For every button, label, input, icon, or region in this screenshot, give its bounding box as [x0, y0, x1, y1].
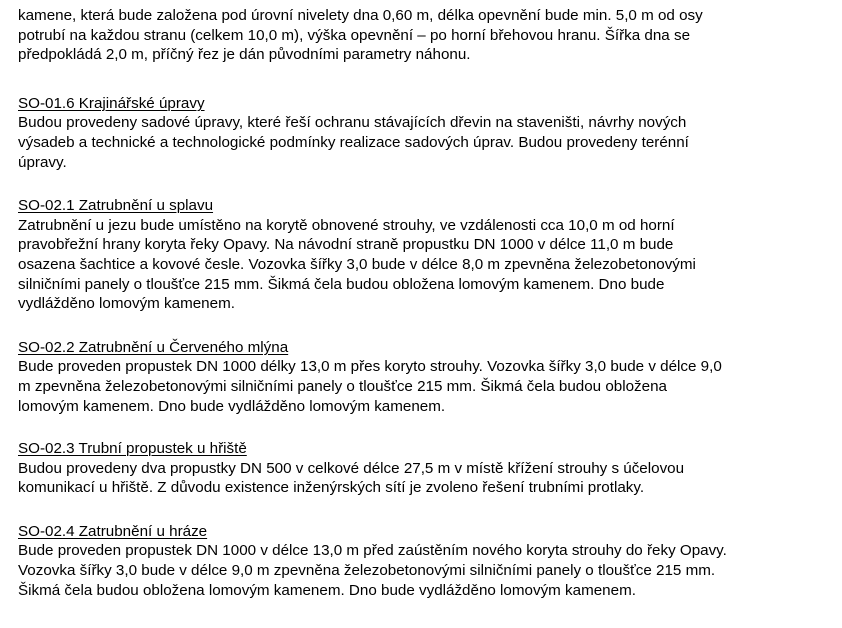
text-line: m zpevněna železobetonovými silničními panely o tloušťce 215 mm. Šikmá čela budou obložena — [18, 377, 667, 395]
text-line: Vozovka šířky 3,0 bude v délce 9,0 m zpevněna železobetonovými silničními panely o tloušťce 215 mm. — [18, 562, 716, 580]
text-line: osazena šachtice a kovové česle. Vozovka šířky 3,0 bude v délce 8,0 m zpevněna železobetonovými — [18, 255, 696, 273]
section-so-02-4 — [18, 522, 828, 600]
section-paragraph — [18, 459, 828, 498]
text-line: Budou provedeny dva propustky DN 500 v celkové délce 27,5 m v místě křížení strouhy s účelovou — [18, 459, 685, 477]
section-heading: SO-02.4 Zatrubnění u hráze — [18, 522, 208, 540]
text-line: výsadeb a technické a technologické podmínky realizace sadových úprav. Budou provedeny terénní — [18, 133, 689, 151]
section-paragraph — [18, 541, 828, 600]
text-line: silničními panely o tloušťce 215 mm. Šikmá čela budou obložena lomovým kamenem. Dno bude — [18, 275, 665, 293]
text-line: lomovým kamenem. Dno bude vydlážděno lomovým kamenem. — [18, 397, 446, 415]
section-heading: SO-02.2 Zatrubnění u Červeného mlýna — [18, 338, 289, 356]
text-line: kamene, která bude založena pod úrovní nivelety dna 0,60 m, délka opevnění bude min. 5,0 m od osy — [18, 7, 703, 24]
document-page — [18, 6, 828, 624]
intro-paragraph — [18, 6, 828, 65]
text-line: potrubí na každou stranu (celkem 10,0 m), výška opevnění – po horní břehovou hranu. Šířka dna se — [18, 26, 691, 44]
section-so-02-2 — [18, 338, 828, 416]
text-line: Bude proveden propustek DN 1000 délky 13,0 m přes koryto strouhy. Vozovka šířky 3,0 bude v délce 9,0 — [18, 358, 722, 376]
text-line: úpravy. — [18, 153, 67, 171]
text-line: předpokládá 2,0 m, příčný řez je dán původními parametry náhonu. — [18, 46, 471, 64]
section-so-01-6 — [18, 94, 828, 172]
text-line: vydlážděno lomovým kamenem. — [18, 295, 235, 313]
section-heading: SO-02.3 Trubní propustek u hřiště — [18, 440, 247, 458]
text-line: Bude proveden propustek DN 1000 v délce 13,0 m před zaústěním nového koryta strouhy do řeky Opavy. — [18, 542, 727, 560]
section-heading: SO-02.1 Zatrubnění u splavu — [18, 197, 214, 215]
section-paragraph — [18, 113, 828, 172]
text-line: komunikací u hřiště. Z důvodu existence inženýrských sítí je zvoleno řešení trubními protlaky. — [18, 479, 645, 497]
text-line: Budou provedeny sadové úpravy, které řeší ochranu stávajících dřevin na staveništi, návrhy nových — [18, 114, 687, 132]
section-so-02-3 — [18, 439, 828, 498]
section-paragraph — [18, 216, 828, 314]
text-line: pravobřežní hrany koryta řeky Opavy. Na návodní straně propustku DN 1000 v délce 11,0 m bude — [18, 236, 674, 254]
text-line: Zatrubnění u jezu bude umístěno na korytě obnovené strouhy, ve vzdálenosti cca 10,0 m od horní — [18, 216, 675, 234]
section-so-02-1 — [18, 196, 828, 314]
section-heading: SO-01.6 Krajinářské úpravy — [18, 94, 205, 112]
section-paragraph — [18, 357, 828, 416]
text-line: Šikmá čela budou obložena lomovým kamenem. Dno bude vydlážděno lomovým kamenem. — [18, 581, 636, 599]
